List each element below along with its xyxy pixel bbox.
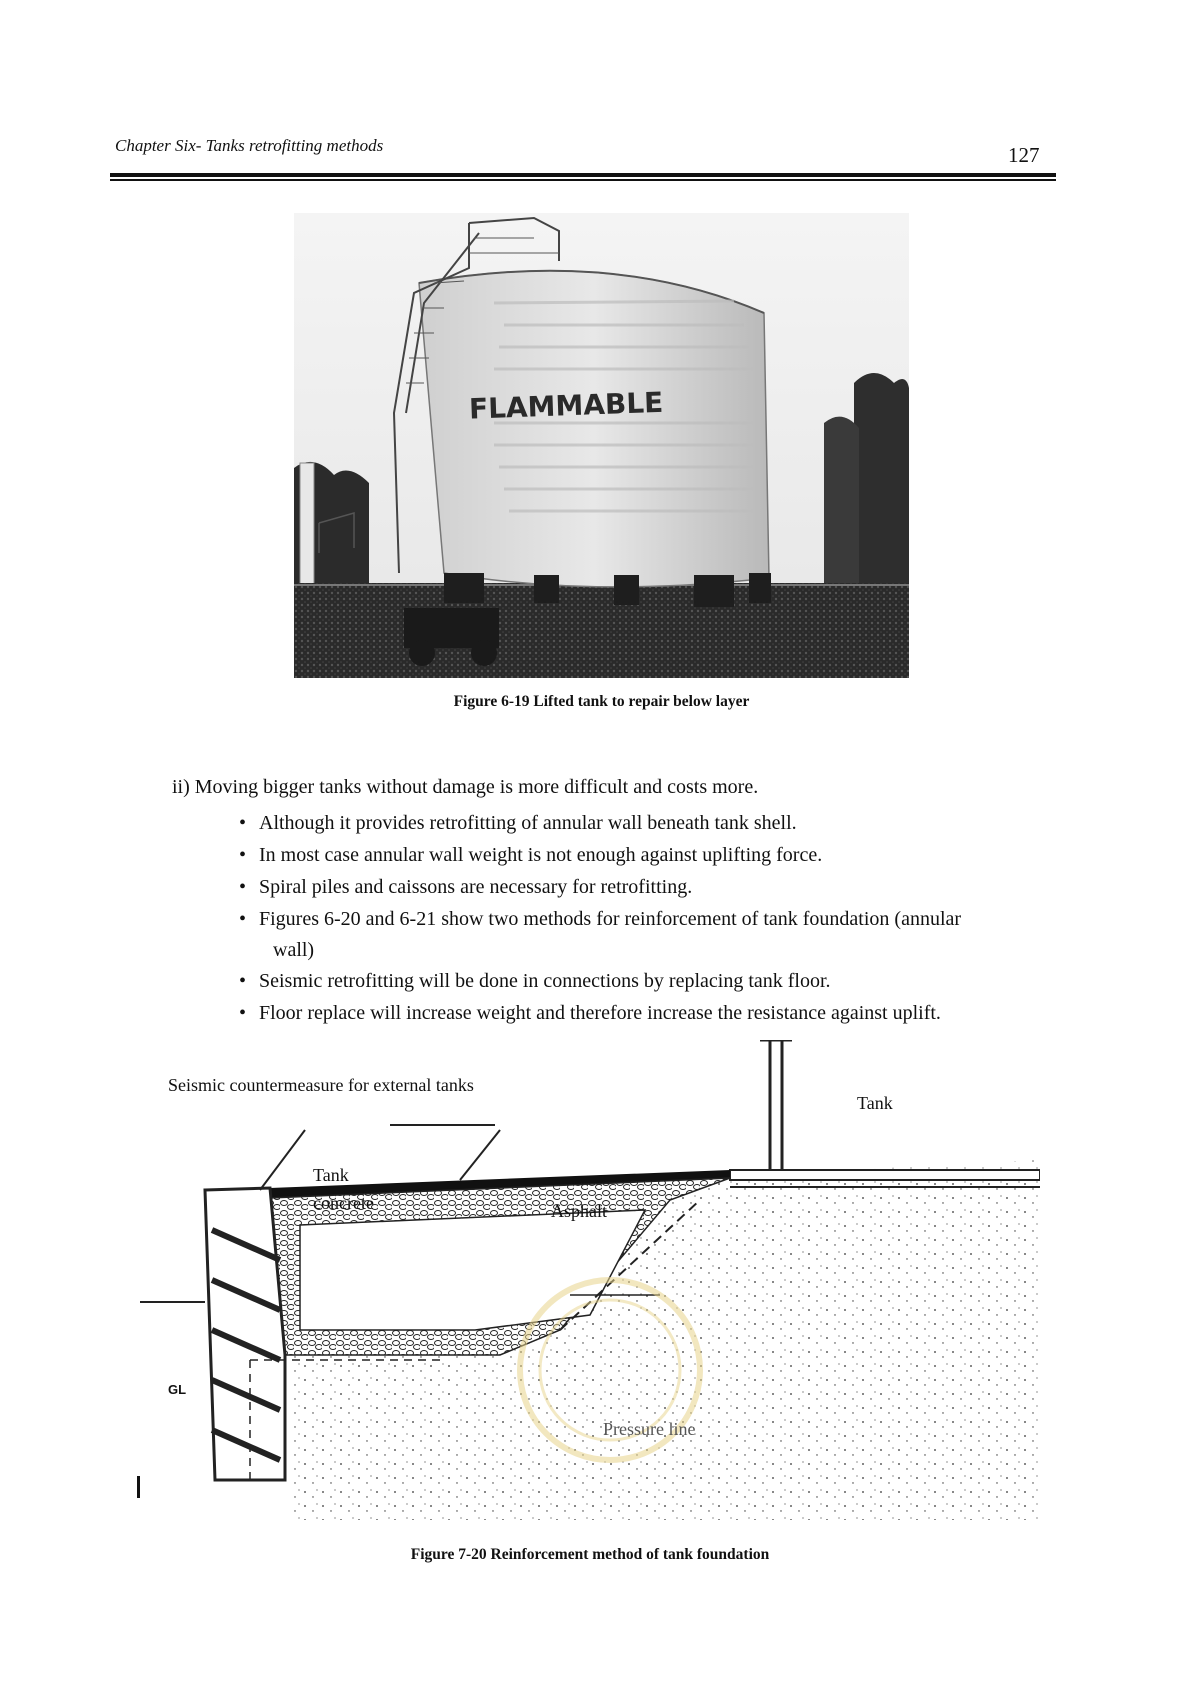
bullet-list (237, 807, 1057, 1029)
margin-mark (137, 1476, 140, 1498)
foundation-diagram (140, 1040, 1040, 1520)
figure-7-20-caption: Figure 7-20 Reinforcement method of tank foundation (410, 1546, 770, 1563)
list-item: • Floor replace will increase weight and therefore increase the resistance against uplift. (239, 1002, 941, 1024)
list-item: • Figures 6-20 and 6-21 show two methods for reinforcement of tank foundation (annular wall) (239, 908, 962, 961)
list-item: • Seismic retrofitting will be done in connections by replacing tank floor. (239, 970, 831, 992)
tank-flammable-text: FLAMMABLE (468, 385, 664, 426)
figure-6-19-caption: Figure 6-19 Lifted tank to repair below layer (453, 693, 750, 710)
list-item: • In most case annular wall weight is not enough against uplifting force. (239, 844, 823, 866)
list-item: • Although it provides retrofitting of annular wall beneath tank shell. (239, 812, 797, 834)
label-ground-level: GL (168, 1382, 187, 1397)
header-rule-thick (110, 173, 1056, 177)
page-number: 127 (1008, 143, 1040, 167)
label-pressure-line: Pressure line (603, 1419, 696, 1439)
body-paragraph: ii) Moving bigger tanks without damage is more difficult and costs more. (172, 776, 759, 798)
chapter-title: Chapter Six- Tanks retrofitting methods (115, 136, 384, 155)
diagram-title: Seismic countermeasure for external tanks (168, 1075, 474, 1095)
label-tank-concrete-line2: concrete (313, 1193, 374, 1213)
label-asphalt: Asphalt (551, 1201, 607, 1221)
lifted-tank-photo (294, 213, 909, 678)
list-item: • Spiral piles and caissons are necessary for retrofitting. (239, 876, 693, 898)
label-tank-concrete-line1: Tank (313, 1165, 349, 1185)
header-rule-thin (110, 179, 1056, 181)
label-tank: Tank (857, 1093, 893, 1113)
